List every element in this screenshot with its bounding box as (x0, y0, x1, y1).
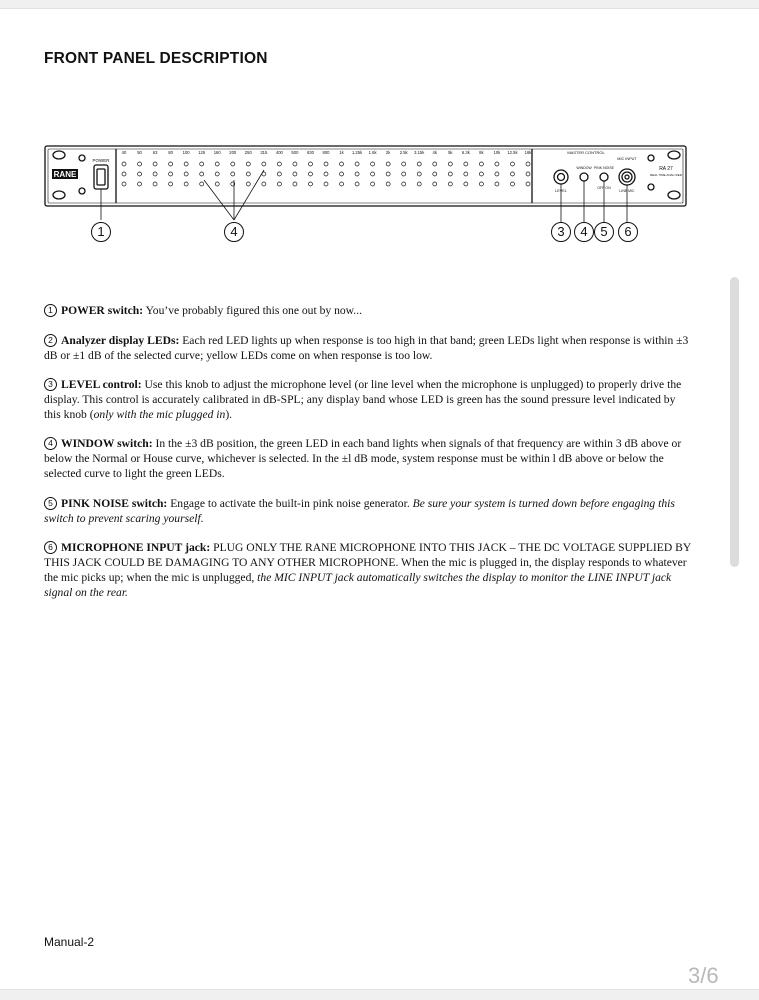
band-led (293, 162, 297, 166)
viewer-bottom-bar (0, 989, 759, 1000)
band-led (200, 172, 204, 176)
band-led (153, 172, 157, 176)
off-on-label: OFF ON (597, 186, 611, 190)
freq-label: 80 (168, 150, 173, 155)
power-label: POWER (92, 158, 110, 163)
callout-6: 6 (618, 222, 638, 242)
freq-label: 1.6k (368, 150, 377, 155)
description-item (44, 303, 694, 318)
item-number: 5 (44, 497, 57, 510)
band-led (464, 172, 468, 176)
callout-1: 1 (91, 222, 111, 242)
band-led (464, 162, 468, 166)
page-indicator: 3/6 (688, 963, 719, 988)
item-text: You’ve probably figured this one out by now... (143, 304, 362, 317)
freq-label: 4k (432, 150, 437, 155)
band-led (355, 172, 359, 176)
band-led (153, 182, 157, 186)
callout-4: 4 (574, 222, 594, 242)
page-footer: Manual-2 (44, 935, 95, 949)
led-array (122, 162, 530, 186)
item-number: 3 (44, 378, 57, 391)
freq-label: 400 (275, 150, 283, 155)
freq-label: 1.25k (351, 150, 363, 155)
freq-label: 8k (479, 150, 484, 155)
band-led (464, 182, 468, 186)
item-text: In the ±3 dB position, the green LED in each band lights when signals of that frequency are within 3 dB above or below the Normal or House curve, whichever is selected. In the ±l dB mode, system response must be within l dB above or below the selected curve to light the green LEDs. (44, 437, 682, 480)
band-led (122, 172, 126, 176)
viewer-top-bar (0, 0, 759, 9)
band-led (448, 182, 452, 186)
band-led (200, 162, 204, 166)
item-number: 6 (44, 541, 57, 554)
band-led (215, 182, 219, 186)
band-led (479, 162, 483, 166)
description-item (44, 377, 694, 422)
freq-label: 1k (339, 150, 344, 155)
freq-label: 2.5k (399, 150, 408, 155)
band-led (402, 162, 406, 166)
band-led (231, 162, 235, 166)
band-led (448, 162, 452, 166)
item-italic: the MIC INPUT jack automatically switches the display to monitor the LINE INPUT jack signal on the rear. (44, 571, 672, 599)
band-led (495, 162, 499, 166)
band-led (138, 172, 142, 176)
freq-label: 6.3k (461, 150, 470, 155)
band-led (479, 172, 483, 176)
item-heading: POWER switch: (61, 304, 144, 317)
band-led (308, 162, 312, 166)
band-led (200, 182, 204, 186)
item-text: PLUG ONLY THE RANE MICROPHONE INTO THIS JACK – THE DC VOLTAGE SUPPLIED BY THIS JACK COULD BE DAMAGING TO ANY OTHER MICROPHONE. When the mic is plugged in, the display responds to whatever the mic picks up; when the mic is unplugged, (44, 541, 691, 584)
band-led (402, 182, 406, 186)
item-text-end: ). (225, 408, 233, 421)
band-led (495, 182, 499, 186)
description-item (44, 540, 694, 600)
freq-label: 800 (322, 150, 330, 155)
band-led (433, 182, 437, 186)
band-led (231, 172, 235, 176)
band-led (479, 182, 483, 186)
band-led (308, 172, 312, 176)
scrollbar-thumb[interactable] (730, 277, 739, 567)
band-led (340, 182, 344, 186)
item-italic: only with the mic plugged in (93, 408, 226, 421)
master-control-label: MASTER CONTROL (567, 150, 605, 155)
band-led (510, 172, 514, 176)
band-led (510, 182, 514, 186)
band-led (122, 162, 126, 166)
band-led (293, 182, 297, 186)
freq-label: 50 (137, 150, 142, 155)
band-led (355, 162, 359, 166)
description-item (44, 436, 694, 481)
band-led (402, 172, 406, 176)
item-number: 1 (44, 304, 57, 317)
model-label: RA 27 (659, 166, 673, 172)
band-led (371, 182, 375, 186)
band-led (153, 162, 157, 166)
freq-label: 125 (198, 150, 206, 155)
band-led (417, 172, 421, 176)
band-led (184, 172, 188, 176)
callout-4-leds: 4 (224, 222, 244, 242)
band-led (495, 172, 499, 176)
item-heading: Analyzer display LEDs: (61, 334, 180, 347)
band-led (526, 162, 530, 166)
freq-label: 16k (524, 150, 532, 155)
band-led (324, 172, 328, 176)
band-led (215, 172, 219, 176)
band-led (433, 162, 437, 166)
item-text: Use this knob to adjust the microphone level (or line level when the microphone is unplugged) to properly drive the display. This control is accurately calibrated in dB-SPL; any display band whose LED is green has the sound pressure level indicated by this knob ( (44, 378, 682, 421)
callout-3: 3 (551, 222, 571, 242)
band-led (340, 172, 344, 176)
band-led (246, 182, 250, 186)
band-led (184, 182, 188, 186)
item-text: Engage to activate the built-in pink noise generator. (167, 497, 413, 510)
band-led (122, 182, 126, 186)
mic-input-label: MIC INPUT (617, 157, 637, 161)
pink-noise-label: PINK NOISE (593, 166, 615, 170)
freq-label: 3.15k (414, 150, 425, 155)
freq-label: 2k (385, 150, 391, 155)
band-led (184, 162, 188, 166)
band-led (324, 182, 328, 186)
band-led (262, 182, 266, 186)
model-sub-label: REAL TIME ANALYZER (650, 173, 682, 177)
band-led (448, 172, 452, 176)
description-item (44, 496, 694, 526)
band-led (246, 172, 250, 176)
band-led (417, 162, 421, 166)
freq-label: 12.5k (507, 150, 518, 155)
band-led (169, 162, 173, 166)
item-text: Each red LED lights up when response is too high in that band; green LEDs light when response is within ±3 dB or ±1 dB of the selected curve; yellow LEDs come on when response is too low. (44, 334, 689, 362)
band-led (371, 172, 375, 176)
freq-label: 10k (493, 150, 501, 155)
band-led (386, 182, 390, 186)
level-label: LEVEL (555, 189, 567, 193)
band-led (277, 162, 281, 166)
band-led (433, 172, 437, 176)
brand-label: RANE (53, 170, 77, 179)
band-led (262, 162, 266, 166)
band-led (355, 182, 359, 186)
line-mic-label: LINE MIC (619, 189, 635, 193)
band-led (138, 162, 142, 166)
band-led (277, 172, 281, 176)
band-led (324, 162, 328, 166)
item-italic: Be sure your system is turned down before engaging this switch to prevent scaring yourself. (44, 497, 675, 525)
band-led (169, 182, 173, 186)
item-number: 2 (44, 334, 57, 347)
freq-label: 5k (448, 150, 453, 155)
description-item (44, 333, 694, 363)
item-heading: LEVEL control: (61, 378, 142, 391)
window-label: WINDOW (576, 166, 592, 170)
freq-label: 630 (306, 150, 314, 155)
band-led (246, 162, 250, 166)
item-heading: MICROPHONE INPUT jack: (61, 541, 211, 554)
band-led (293, 172, 297, 176)
freq-label: 250 (244, 150, 252, 155)
item-number: 4 (44, 437, 57, 450)
item-heading: WINDOW switch: (61, 437, 153, 450)
band-led (510, 162, 514, 166)
band-led (215, 162, 219, 166)
item-heading: PINK NOISE switch: (61, 497, 168, 510)
freq-label: 500 (291, 150, 299, 155)
band-led (526, 172, 530, 176)
band-led (371, 162, 375, 166)
band-led (138, 182, 142, 186)
band-led (308, 182, 312, 186)
band-led (169, 172, 173, 176)
band-led (386, 172, 390, 176)
freq-label: 63 (152, 150, 158, 155)
band-led (526, 182, 530, 186)
freq-label: 40 (121, 150, 127, 155)
band-led (386, 162, 390, 166)
page-title: FRONT PANEL DESCRIPTION (44, 50, 268, 67)
freq-label: 200 (229, 150, 237, 155)
freq-label: 100 (182, 150, 190, 155)
frequency-labels (122, 150, 533, 155)
freq-label: 160 (213, 150, 221, 155)
band-led (277, 182, 281, 186)
freq-label: 315 (260, 150, 268, 155)
band-led (340, 162, 344, 166)
callout-5: 5 (594, 222, 614, 242)
band-led (417, 182, 421, 186)
